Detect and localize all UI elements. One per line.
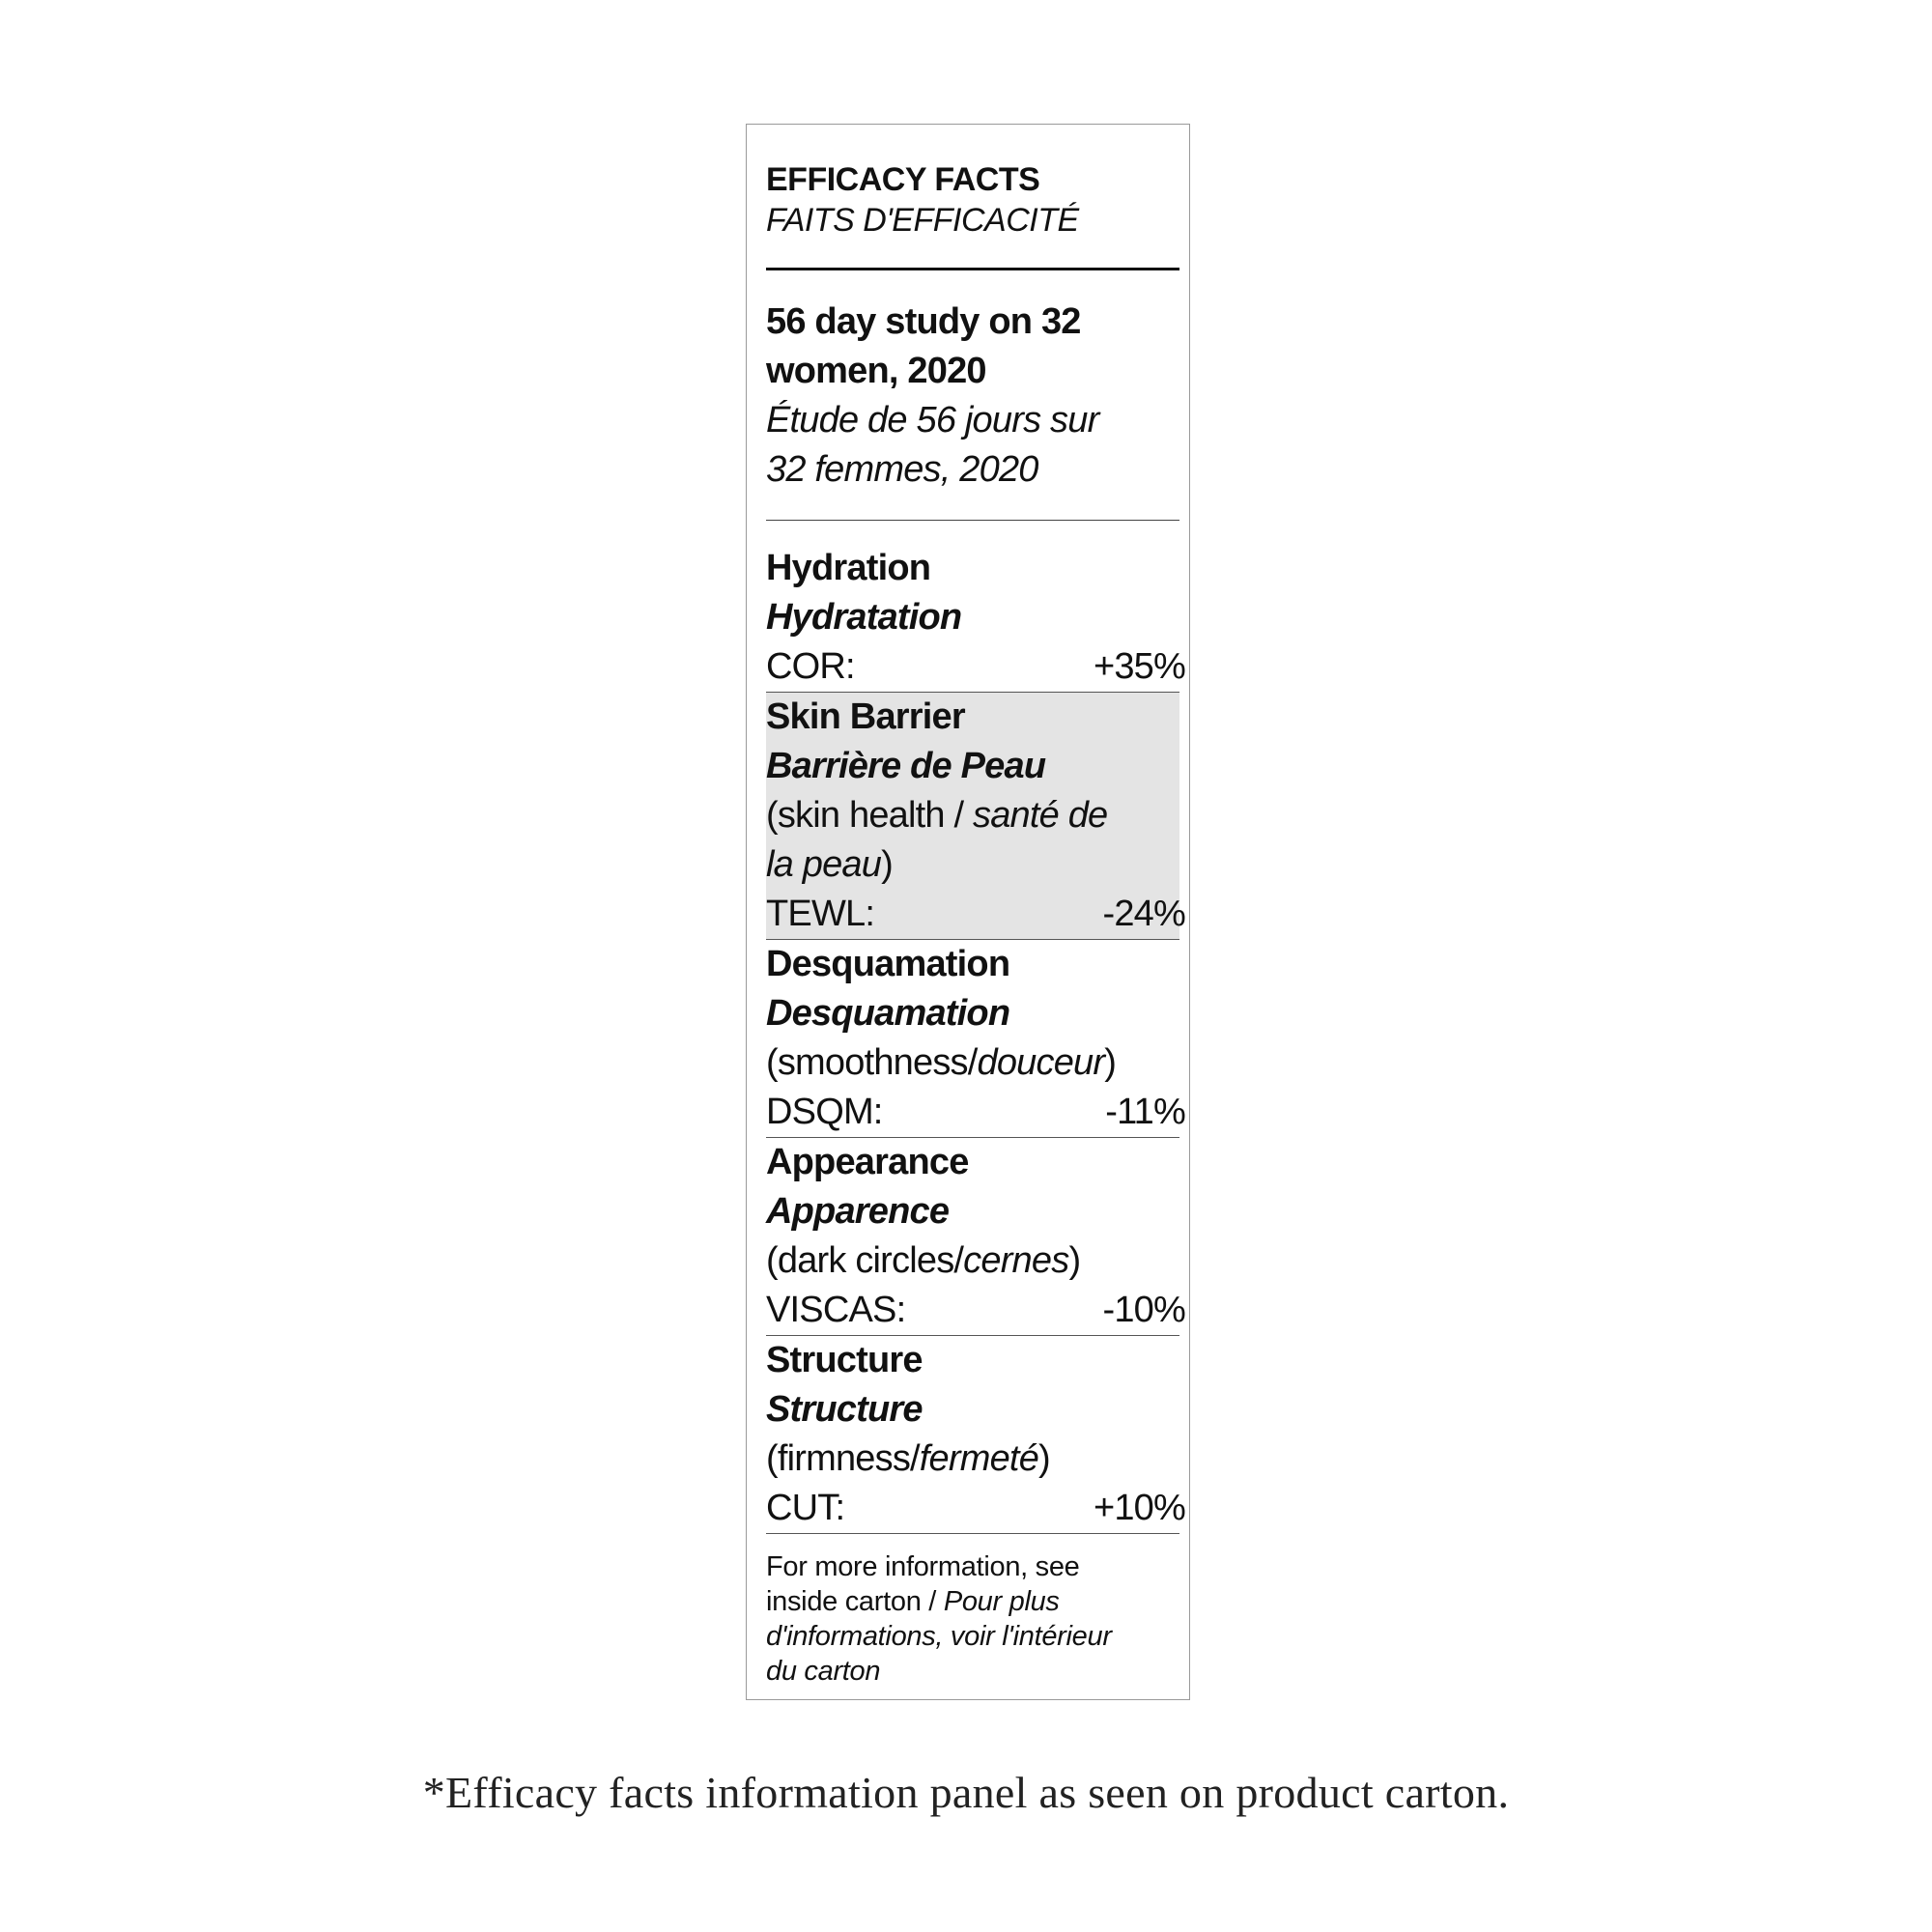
metric-result-row [766, 642, 1185, 692]
metric-name-fr: Apparence [766, 1191, 950, 1232]
metric-value: +10% [1093, 1488, 1185, 1528]
note-en-part: inside carton / [766, 1586, 944, 1617]
panel-title-en: EFFICACY FACTS [766, 161, 1040, 198]
metric-description [766, 1435, 1179, 1484]
metric-structure [766, 1336, 1185, 1534]
metric-label: CUT: [766, 1488, 845, 1528]
metric-name-fr: Desquamation [766, 993, 1010, 1034]
metric-name-en: Skin Barrier [766, 696, 965, 737]
metric-desc-fr: santé de [973, 795, 1108, 836]
metric-desc-en: (smoothness/ [766, 1042, 978, 1083]
metric-desc-en: (dark circles/ [766, 1240, 964, 1281]
metric-name-en: Structure [766, 1340, 923, 1380]
metric-label: TEWL: [766, 894, 875, 934]
note-fr-part: Pour plus [943, 1586, 1060, 1617]
metric-description [766, 1236, 1179, 1286]
note-line4: du carton [766, 1656, 881, 1687]
study-info [766, 298, 1179, 495]
metric-value: -10% [1102, 1290, 1185, 1330]
metric-desc-close: ) [1068, 1240, 1081, 1281]
note-line2 [766, 1584, 1179, 1619]
study-info-en-line1: 56 day study on 32 [766, 301, 1081, 342]
note-line3: d'informations, voir l'intérieur [766, 1621, 1112, 1652]
metric-result-row [766, 1088, 1185, 1137]
metric-name-fr: Hydratation [766, 597, 962, 638]
metric-desc-close: ) [1104, 1042, 1117, 1083]
metric-description [766, 791, 1179, 840]
metric-description-cont [766, 840, 1179, 890]
metric-name-en: Hydration [766, 548, 931, 588]
metric-value: -24% [1102, 894, 1185, 934]
metric-desc-fr-cont: la peau [766, 844, 882, 885]
metric-desc-fr: cernes [963, 1240, 1069, 1281]
metric-label: COR: [766, 646, 855, 687]
metric-skin-barrier [766, 693, 1185, 940]
study-divider [766, 520, 1179, 521]
panel-title-fr: FAITS D'EFFICACITÉ [766, 202, 1079, 239]
more-info-note [766, 1549, 1179, 1689]
metric-result-row [766, 890, 1185, 939]
metric-name-en: Appearance [766, 1142, 969, 1182]
metric-value: +35% [1093, 646, 1185, 687]
header-divider [766, 268, 1179, 270]
metric-name-fr: Structure [766, 1389, 923, 1430]
metric-desc-close: ) [1038, 1438, 1050, 1479]
metric-name-fr: Barrière de Peau [766, 746, 1046, 786]
metric-desc-fr: douceur [977, 1042, 1105, 1083]
metric-result-row [766, 1484, 1185, 1533]
panel-content [766, 159, 1185, 1689]
study-info-fr-line2: 32 femmes, 2020 [766, 449, 1038, 490]
metric-value: -11% [1105, 1092, 1185, 1132]
panel-caption: *Efficacy facts information panel as seen on product carton. [422, 1768, 1510, 1817]
metric-appearance [766, 1138, 1185, 1336]
metric-desc-fr: fermeté [919, 1438, 1039, 1479]
metric-label: DSQM: [766, 1092, 883, 1132]
study-info-fr-line1: Étude de 56 jours sur [766, 400, 1099, 440]
note-line1: For more information, see [766, 1551, 1080, 1582]
metric-description [766, 1038, 1179, 1088]
efficacy-facts-panel [746, 124, 1190, 1700]
metric-result-row [766, 1286, 1185, 1335]
metric-desc-close: ) [881, 844, 893, 885]
metric-desc-en: (skin health / [766, 795, 973, 836]
study-info-en-line2: women, 2020 [766, 351, 986, 391]
metrics-list [766, 544, 1185, 1534]
metric-label: VISCAS: [766, 1290, 906, 1330]
metric-hydration [766, 544, 1185, 693]
metric-name-en: Desquamation [766, 944, 1010, 984]
metric-desquamation [766, 940, 1185, 1138]
metric-desc-en: (firmness/ [766, 1438, 920, 1479]
